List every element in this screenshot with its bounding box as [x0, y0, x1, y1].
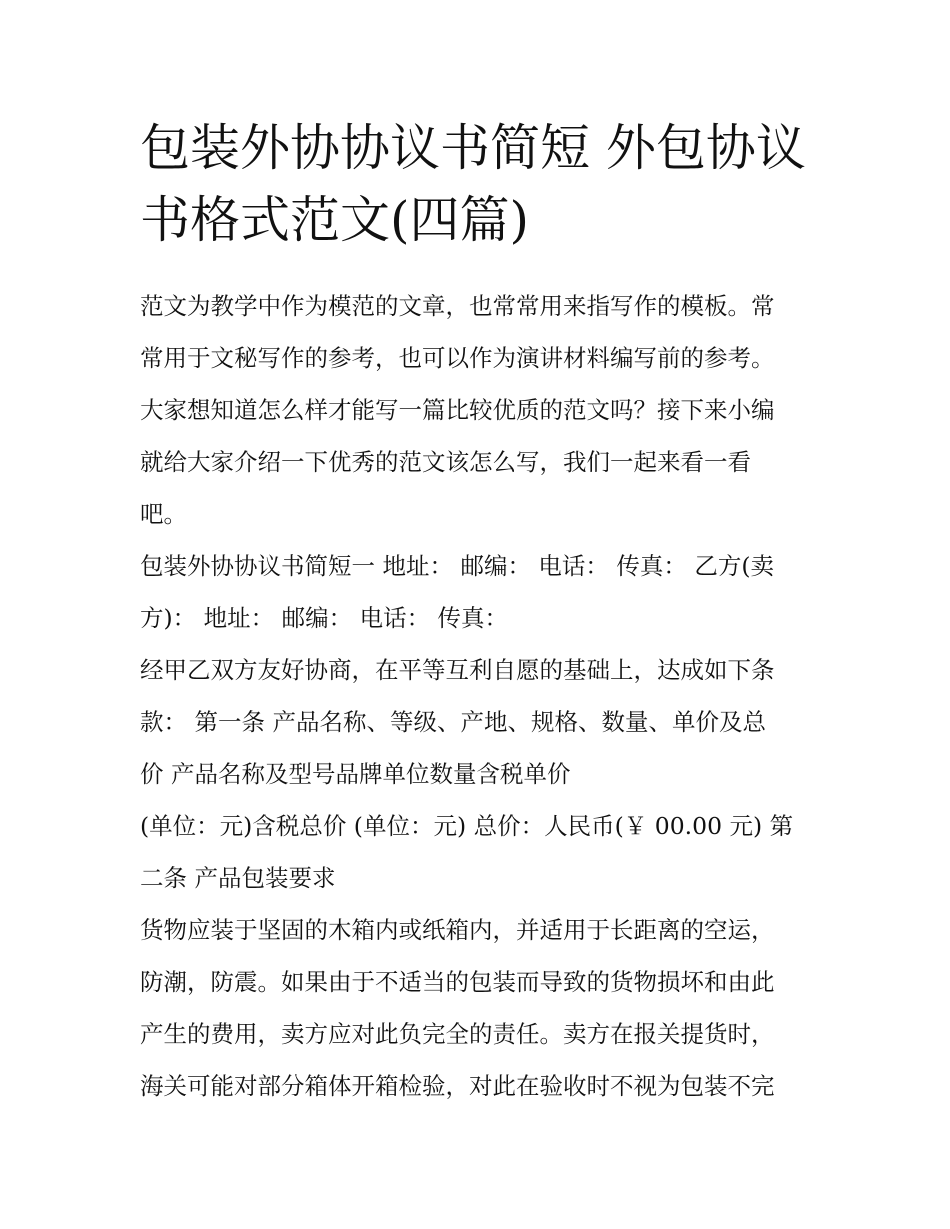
body-line: 防潮，防震。如果由于不适当的包装而导致的货物损坏和由此	[140, 968, 775, 996]
body-line: 海关可能对部分箱体开箱检验，对此在验收时不视为包装不完	[140, 1072, 775, 1100]
body-line: 货物应装于坚固的木箱内或纸箱内，并适用于长距离的空运，	[140, 916, 775, 944]
document-title	[140, 112, 830, 256]
body-line: 价 产品名称及型号品牌单位数量含税单价	[140, 760, 571, 788]
body-line: 经甲乙双方友好协商，在平等互利自愿的基础上，达成如下条	[140, 656, 775, 684]
title-line: 书格式范文(四篇)	[140, 191, 530, 249]
body-line: 产生的费用，卖方应对此负完全的责任。卖方在报关提货时，	[140, 1020, 775, 1048]
body-line: 常用于文秘写作的参考，也可以作为演讲材料编写前的参考。	[140, 344, 775, 372]
body-line: 包装外协协议书简短一 地址： 邮编： 电话： 传真： 乙方(卖	[140, 552, 775, 580]
body-line: (单位：元)含税总价 (单位：元) 总价：人民币(￥ 00.00 元) 第	[140, 812, 794, 840]
body-line: 就给大家介绍一下优秀的范文该怎么写，我们一起来看一看	[140, 448, 751, 476]
body-line: 方)： 地址： 邮编： 电话： 传真：	[140, 604, 509, 632]
body-line: 范文为教学中作为模范的文章，也常常用来指写作的模板。常	[140, 292, 775, 320]
body-line: 吧。	[140, 500, 187, 528]
document-body	[140, 280, 830, 1112]
body-line: 款： 第一条 产品名称、等级、产地、规格、数量、单价及总	[140, 708, 766, 736]
body-line: 二条 产品包装要求	[140, 864, 336, 892]
body-line: 大家想知道怎么样才能写一篇比较优质的范文吗？接下来小编	[140, 396, 775, 424]
title-line: 包装外协协议书简短 外包协议	[140, 119, 806, 177]
